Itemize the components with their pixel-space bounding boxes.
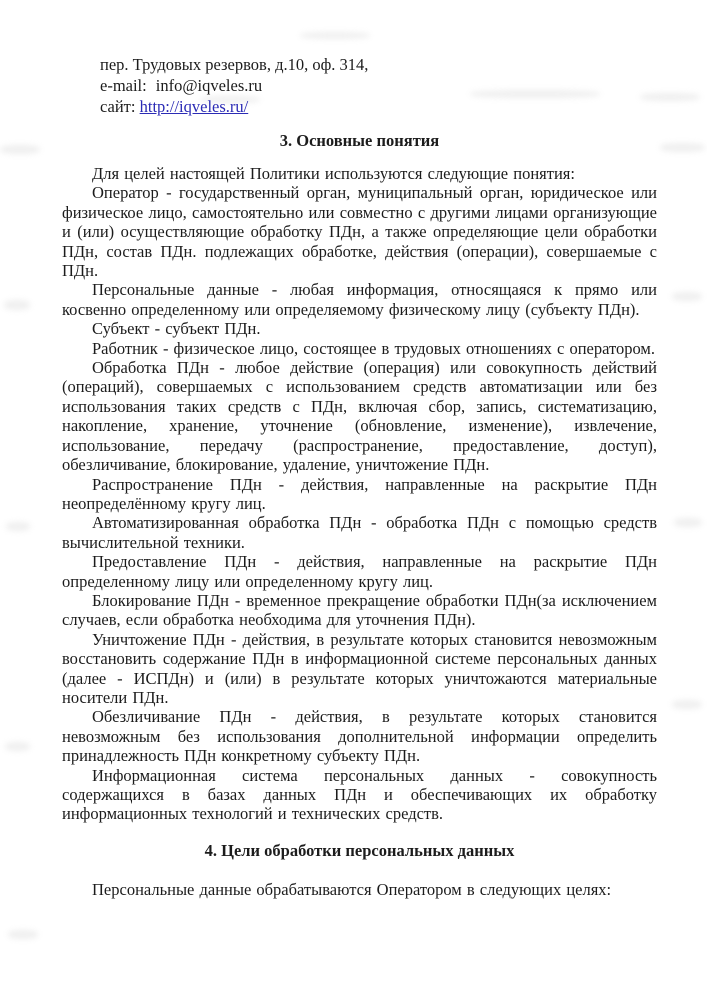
paragraph: Персональные данные - любая информация, относящаяся к прямо или косвенно определенному или определяемому физическому лицу (субъекту ПДн). <box>62 280 657 319</box>
scan-artifact <box>4 300 30 310</box>
paragraph: Для целей настоящей Политики используются следующие понятия: <box>92 164 575 183</box>
scan-artifact <box>672 292 702 301</box>
address-line: пер. Трудовых резервов, д.10, оф. 314, <box>100 55 369 74</box>
paragraph: Персональные данные обрабатываются Оператором в следующих целях: <box>92 879 612 899</box>
paragraph: Работник - физическое лицо, состоящее в трудовых отношениях с оператором. <box>92 338 655 358</box>
paragraph: Предоставление ПДн - действия, направленные на раскрытие ПДн определенному лицу или определенному кругу лиц. <box>62 552 657 591</box>
website-line <box>100 96 657 117</box>
paragraph: Информационная система персональных данных - совокупность содержащихся в базах данных ПДн и обеспечивающих их обработку информационных технологий и технических средств. <box>62 765 657 824</box>
paragraph: Обработка ПДн - любое действие (операция) или совокупность действий (операций), совершаемых с использованием средств автоматизации или без использования таких средств с ПДн, включая сбор, запись, систематизацию, накопление, хранение, уточнение (обновление, изменение), извлечение, использование, передачу (распространение, предоставление, доступ), обезличивание, блокирование, удаление, уничтожение ПДн. <box>62 358 657 475</box>
scan-artifact <box>674 518 702 527</box>
email-label: e-mail: <box>100 76 147 95</box>
section-4-heading: 4. Цели обработки персональных данных <box>204 840 515 860</box>
website-link[interactable]: http://iqveles.ru/ <box>139 97 249 116</box>
scan-artifact <box>660 143 705 152</box>
contact-block <box>100 54 657 117</box>
scan-artifact <box>8 930 38 939</box>
paragraph: Блокирование ПДн - временное прекращение обработки ПДн(за исключением случаев, если обработка необходима для уточнения ПДн). <box>62 590 657 630</box>
paragraph: Автоматизированная обработка ПДн - обработка ПДн с помощью средств вычислительной техники. <box>62 513 657 552</box>
scan-artifact <box>6 522 30 531</box>
email-value: info@iqveles.ru <box>155 76 263 95</box>
website-label: сайт: <box>100 97 136 116</box>
scan-artifact <box>672 700 702 709</box>
paragraph: Оператор - государственный орган, муниципальный орган, юридическое или физическое лицо, самостоятельно или совместно с другими лицами организующие и (или) осуществляющие обработку ПДн, а также определяющие цели обработки ПДн, состав ПДн. подлежащих обработке, действия (операции), совершаемые с ПДн. <box>62 183 657 281</box>
scan-artifact <box>0 145 40 154</box>
scan-artifact <box>300 32 370 39</box>
paragraph: Субъект - субъект ПДн. <box>92 319 261 339</box>
section-3-heading: 3. Основные понятия <box>279 131 440 150</box>
page-content <box>62 54 657 899</box>
email-line <box>100 75 657 96</box>
paragraph: Распространение ПДн - действия, направленные на раскрытие ПДн неопределённому кругу лиц. <box>62 474 657 513</box>
paragraph: Обезличивание ПДн - действия, в результате которых становится невозможным без использования дополнительной информации определить принадлежность ПДн конкретному субъекту ПДн. <box>62 707 657 766</box>
scan-artifact <box>5 742 30 751</box>
paragraph: Уничтожение ПДн - действия, в результате которых становится невозможным восстановить содержание ПДн в информационной системе персональных данных (далее - ИСПДн) и (или) в результате которых уничтожаются материальные носители ПДн. <box>62 629 657 707</box>
